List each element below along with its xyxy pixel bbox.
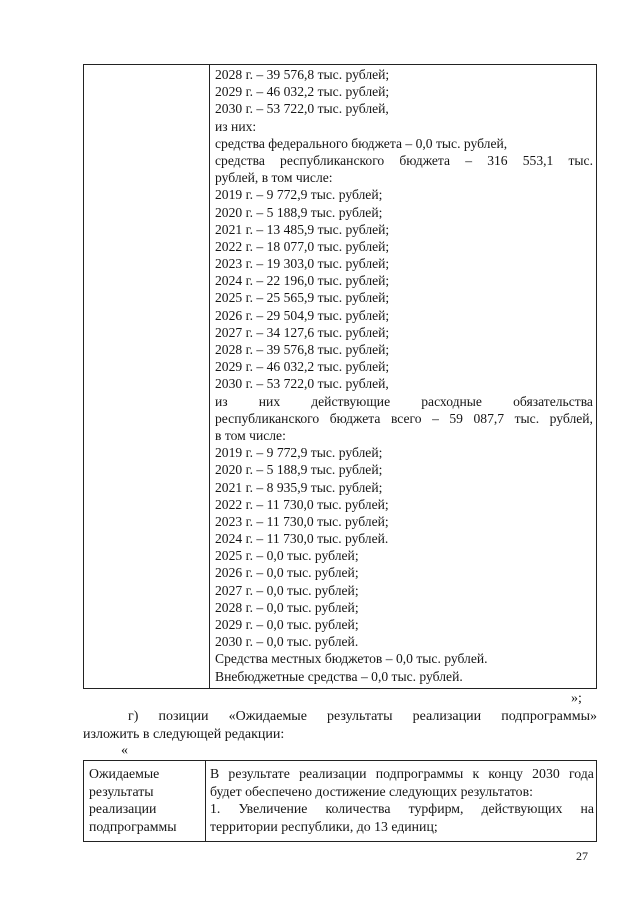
funding-line: средства республиканского бюджета – 316 553,1 тыс.: [215, 152, 593, 168]
funding-line: 2020 г. – 5 188,9 тыс. рублей;: [215, 204, 383, 220]
funding-line: 2019 г. – 9 772,9 тыс. рублей;: [215, 187, 383, 203]
position-name-line: реализации: [89, 801, 157, 817]
funding-line: Средства местных бюджетов – 0,0 тыс. рублей.: [215, 651, 488, 667]
position-name-line: Ожидаемые: [89, 766, 160, 781]
funding-line: 2019 г. – 9 772,9 тыс. рублей;: [215, 445, 383, 461]
funding-line: 2022 г. – 11 730,0 тыс. рублей;: [215, 496, 389, 512]
closing-quote: »;: [571, 691, 582, 706]
page-number: 27: [576, 849, 588, 863]
opening-quote: «: [121, 743, 128, 758]
position-name-cell: [89, 765, 201, 835]
funding-line: 2024 г. – 11 730,0 тыс. рублей.: [215, 531, 389, 547]
position-name-line: подпрограммы: [89, 818, 177, 834]
funding-line: 2028 г. – 0,0 тыс. рублей;: [215, 599, 359, 615]
funding-line: рублей, в том числе:: [215, 170, 333, 186]
expected-result-line: В результате реализации подпрограммы к концу 2030 года: [210, 766, 594, 781]
funding-line: средства федерального бюджета – 0,0 тыс. рублей,: [215, 135, 508, 151]
funding-line: 2025 г. – 0,0 тыс. рублей;: [215, 548, 359, 564]
funding-line: 2027 г. – 0,0 тыс. рублей;: [215, 582, 359, 598]
funding-line: 2021 г. – 13 485,9 тыс. рублей;: [215, 221, 390, 237]
funding-line: 2028 г. – 39 576,8 тыс. рублей;: [215, 342, 390, 357]
funding-line: 2028 г. – 39 576,8 тыс. рублей;: [215, 67, 390, 82]
funding-line: 2024 г. – 22 196,0 тыс. рублей;: [215, 273, 390, 289]
funding-line: 2030 г. – 0,0 тыс. рублей.: [215, 634, 359, 650]
position-name-line: результаты: [89, 783, 154, 799]
paragraph-line-1: г) позиции «Ожидаемые результаты реализации подпрограммы»: [128, 709, 597, 724]
funding-line: из них действующие расходные обязательства: [215, 393, 593, 409]
position-value-cell: [210, 765, 594, 835]
funding-line: 2021 г. – 8 935,9 тыс. рублей;: [215, 479, 383, 495]
paragraph-line-2: изложить в следующей редакции:: [83, 726, 285, 742]
funding-line: 2029 г. – 0,0 тыс. рублей;: [215, 617, 359, 632]
funding-line: 2022 г. – 18 077,0 тыс. рублей;: [215, 238, 390, 254]
funding-table: [83, 64, 597, 689]
expected-result-line: 1. Увеличение количества турфирм, действующих на: [210, 801, 594, 817]
expected-result-line: будет обеспечено достижение следующих результатов:: [210, 783, 533, 799]
funding-line: 2025 г. – 25 565,9 тыс. рублей;: [215, 290, 390, 306]
funding-line: 2027 г. – 34 127,6 тыс. рублей;: [215, 324, 390, 340]
funding-line: 2023 г. – 19 303,0 тыс. рублей;: [215, 256, 390, 272]
amendment-paragraph: [83, 708, 597, 743]
funding-line: в том числе:: [215, 427, 286, 443]
funding-line: 2030 г. – 53 722,0 тыс. рублей,: [215, 376, 389, 392]
column-divider: [205, 761, 206, 841]
column-divider: [209, 65, 210, 688]
funding-line: 2029 г. – 46 032,2 тыс. рублей;: [215, 359, 390, 375]
funding-line: республиканского бюджета всего – 59 087,7 тыс. рублей,: [215, 410, 593, 426]
funding-line: 2029 г. – 46 032,2 тыс. рублей;: [215, 84, 390, 100]
funding-line: 2020 г. – 5 188,9 тыс. рублей;: [215, 462, 383, 478]
funding-line: 2026 г. – 29 504,9 тыс. рублей;: [215, 307, 390, 323]
funding-line: Внебюджетные средства – 0,0 тыс. рублей.: [215, 668, 463, 684]
funding-line: 2023 г. – 11 730,0 тыс. рублей;: [215, 513, 389, 529]
funding-line: 2026 г. – 0,0 тыс. рублей;: [215, 565, 359, 581]
funding-line: 2030 г. – 53 722,0 тыс. рублей,: [215, 101, 389, 117]
expected-result-line: территории республики, до 13 единиц;: [210, 818, 438, 834]
funding-line: из них:: [215, 118, 257, 134]
expected-results-table: [83, 760, 597, 842]
funding-details-cell: [215, 66, 593, 685]
